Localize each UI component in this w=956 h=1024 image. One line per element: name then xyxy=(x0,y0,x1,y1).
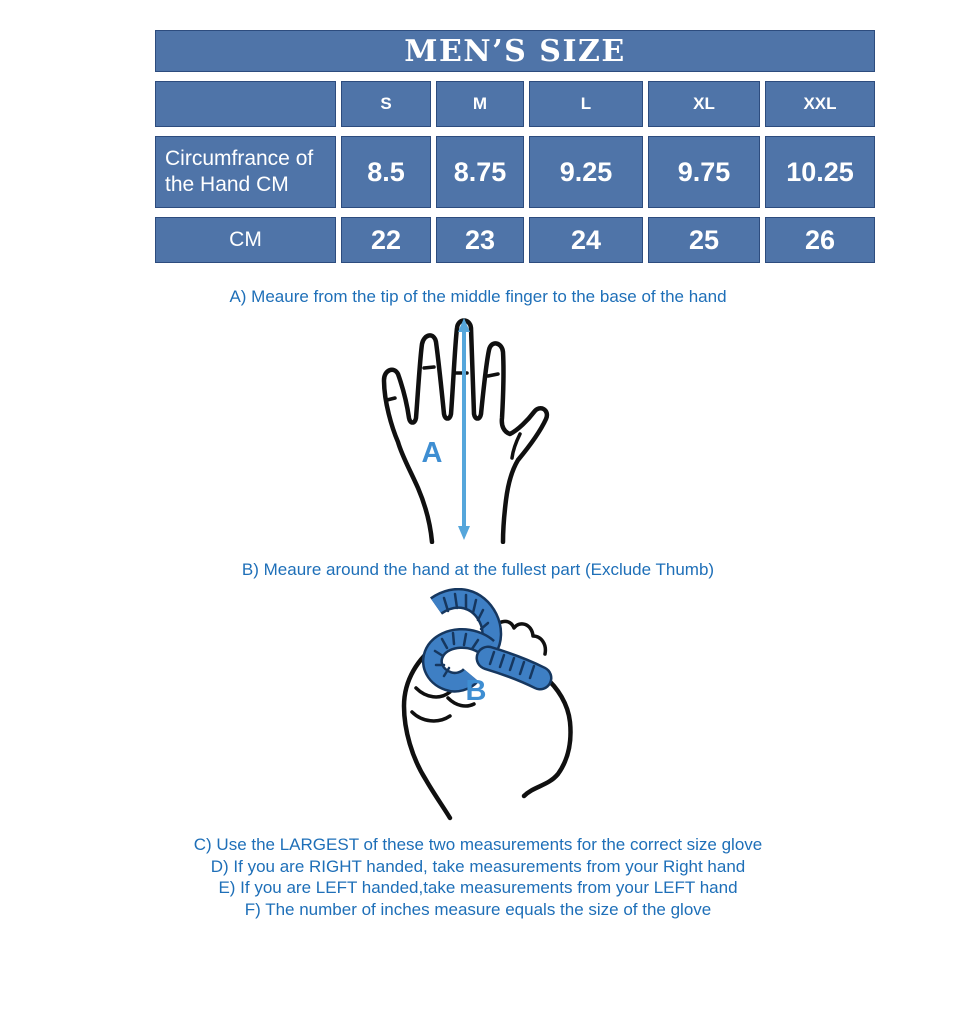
col-header-s: S xyxy=(341,81,431,127)
mens-size-table xyxy=(155,30,875,263)
cm-value-m: 23 xyxy=(436,217,524,263)
instruction-a: A) Meaure from the tip of the middle finger to the base of the hand xyxy=(229,287,727,306)
col-header-xl: XL xyxy=(648,81,760,127)
cm-value-xl: 25 xyxy=(648,217,760,263)
sizing-notes xyxy=(0,834,956,920)
note-c: C) Use the LARGEST of these two measurements for the correct size glove xyxy=(193,835,763,854)
hand-length-figure xyxy=(374,316,556,549)
fist-right-outline xyxy=(524,676,571,796)
circumference-value-l: 9.25 xyxy=(529,136,643,208)
fist-illustration xyxy=(398,588,583,830)
cm-value-xxl: 26 xyxy=(765,217,875,263)
pinky-crease xyxy=(387,398,395,400)
table-title: MEN’S SIZE xyxy=(155,30,875,72)
instruction-b: B) Meaure around the hand at the fullest part (Exclude Thumb) xyxy=(241,560,715,579)
open-hand-illustration xyxy=(374,316,556,544)
cm-value-s: 22 xyxy=(341,217,431,263)
row-label-cm: CM xyxy=(155,217,336,263)
ring-crease xyxy=(424,367,434,368)
figure-a-label: A xyxy=(421,437,443,469)
note-d: D) If you are RIGHT handed, take measurements from your Right hand xyxy=(210,856,746,876)
col-header-m: M xyxy=(436,81,524,127)
thumb-curl-2 xyxy=(412,712,450,721)
note-f: F) The number of inches measure equals the size of the glove xyxy=(244,899,712,919)
circumference-value-m: 8.75 xyxy=(436,136,524,208)
index-crease xyxy=(488,374,498,376)
circumference-value-xxl: 10.25 xyxy=(765,136,875,208)
hand-circumference-figure xyxy=(398,588,583,835)
circumference-value-s: 8.5 xyxy=(341,136,431,208)
note-e: E) If you are LEFT handed,take measurements from your LEFT hand xyxy=(218,878,738,897)
row-label-circumference: Circumfrance of the Hand CM xyxy=(155,136,336,208)
thumb-crease xyxy=(512,434,520,458)
measure-arrow-bottom xyxy=(458,526,470,540)
cm-value-l: 24 xyxy=(529,217,643,263)
col-header-l: L xyxy=(529,81,643,127)
table-corner-cell xyxy=(155,81,336,127)
circumference-value-xl: 9.75 xyxy=(648,136,760,208)
figure-b-label: B xyxy=(465,675,487,707)
col-header-xxl: XXL xyxy=(765,81,875,127)
